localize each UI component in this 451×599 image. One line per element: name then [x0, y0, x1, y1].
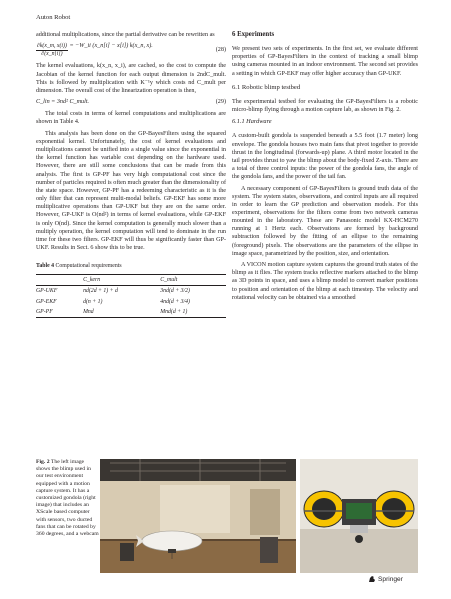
paragraph: A custom-built gondola is suspended beneath a 5.5 foot (1.7 meter) long envelope. The gondola houses two main fans that pivot together to provide thrust in the longitudinal (forwards-up) plane. A third motor located in the tail provides thrust to yaw the blimp about the body-fixed Z-axis. There are a total of three control inputs: the power of the gondola fans, the angle of the gondola fans, and the power of the tail fan. — [232, 133, 418, 181]
table-row: GP-PF Mnd Mnd(d + 1) — [36, 307, 226, 318]
springer-horse-icon — [368, 575, 376, 583]
equation-29 — [36, 98, 226, 106]
paragraph: A VICON motion capture system captures the ground truth states of the blimp as it flies. The system tracks reflective markers attached to the blimp as 3D points in space, and uses a blimp model to convert marker positions to position and orientation of the blimp at each timestep. The velocity and rotational velocity can be obtained via a smoothed — [232, 262, 418, 301]
paragraph: A necessary component of GP-BayesFilters is ground truth data of the system. The system states, observations, and control inputs are all required in order to learn the GP prediction and observation models. For this experiment, observations for the filters come from two network cameras mounted in the laboratory. These are Panasonic model KX-HCM270 running at 1 Hertz each. Observations are formed by background subtraction followed by the fitting of an ellipse to the remaining (foreground) pixels. The observations are the parameters of the ellipse in image space, parametrized by the position, size, and orientation. — [232, 185, 418, 257]
subsubsection-heading: 6.1.1 Hardware — [232, 118, 272, 126]
paragraph: The total costs in terms of kernel computations and multiplications are shown in Table 4. — [36, 111, 226, 126]
table-row: GP-EKF d(n + 1) 4nd(d + 3/4) — [36, 298, 190, 305]
paragraph: additional multiplications, since the partial derivative can be rewritten as — [36, 32, 215, 38]
header-c-mult: C_mult — [160, 277, 178, 284]
blimp-lab-image — [100, 459, 296, 573]
header-c-kern: C_kern — [83, 277, 101, 284]
paragraph: We present two sets of experiments. In the first set, we evaluate different properties of GP-BayesFilters in the context of tracking a small blimp using cameras mounted in an indoor environment. The second set provides a setting in which GP-EKF may offer higher accuracy than GP-UKF. — [232, 46, 418, 77]
gondola-image — [300, 459, 418, 573]
paragraph: The experimental testbed for evaluating the GP-BayesFilters is a robotic micro-blimp flying through a motion capture lab, as shown in Fig. 2. — [232, 98, 418, 114]
equation-number: (28) — [215, 47, 226, 54]
subsection-heading: 6.1 Robotic blimp testbed — [232, 83, 301, 91]
paragraph: This analysis has been done on the GP-BayesFilters using the squared exponential kernel. Unfortunately, the cost of kernel evaluations and multiplications cannot be unified into a single value since the exponential in the kernel function has variable cost depending on the hardware used. However, there are still some conclusions that can be made from this analysis. The first is GP-PF has very high computational cost since the number of particles required is often much greater than the dimensionality of the state space. However, GP-PF has a redeeming characteristic as it is the only filter that can represent multi-modal beliefs. GP-EKF has some more multiplicative operations than GP-UKF but they are on the same order. However, GP-UKF is O(nd²) in terms of kernel evaluations, while GP-EKF is only O(nd). Since the kernel computation is generally much slower than a multiply operation, the kernel computation will tend to dominate in the run time for these two filters. GP-EKF will thus be significantly faster than GP-UKF. Results in Sect. 6 show this to be true. — [36, 130, 226, 251]
publisher-logo: Springer — [368, 575, 403, 583]
computational-requirements-table — [36, 274, 226, 318]
section-heading: 6 Experiments — [232, 31, 275, 38]
left-column — [36, 31, 226, 318]
running-header: Auton Robot — [36, 14, 71, 21]
blimp-lab-photo — [100, 459, 296, 573]
equation-rhs: = −W_ii (x_n[i] − x[i]) k(x_n, x). — [69, 43, 153, 50]
equation-28 — [36, 42, 226, 58]
equation-body: C_lin = 3nd² C_mult. — [36, 99, 90, 106]
equation-fraction: $\frac{\partial k(x\_m, x(i))}{\partial(x\_n[i])}$ — [37, 43, 67, 58]
figure-caption: Fig. 2 The left image shows the blimp used in our test environment equipped with a motion capture system. It has a customized gondola (right image) that includes an XScale based computer with sensors, two ducted fans that can be rotated by 360 degrees, and a webcam — [36, 459, 99, 538]
table-row: GP-UKF nd(2d + 1) + d 3nd(d + 3/2) — [36, 288, 190, 295]
right-column — [232, 31, 418, 305]
equation-number: (29) — [215, 99, 226, 106]
table-caption: Table 4 Computational requirements — [36, 263, 122, 270]
table-header-row — [36, 275, 226, 286]
gondola-photo — [300, 459, 418, 573]
paragraph: The kernel evaluations, k(x_n, x_i), are cached, so the cost to compute the Jacobian of the kernel function for each output dimension is 2ndC_mult. This is followed by multiplication with K⁻¹y which costs nd C_mult per dimension. The overall cost of the linearization operation is then, — [36, 63, 226, 94]
